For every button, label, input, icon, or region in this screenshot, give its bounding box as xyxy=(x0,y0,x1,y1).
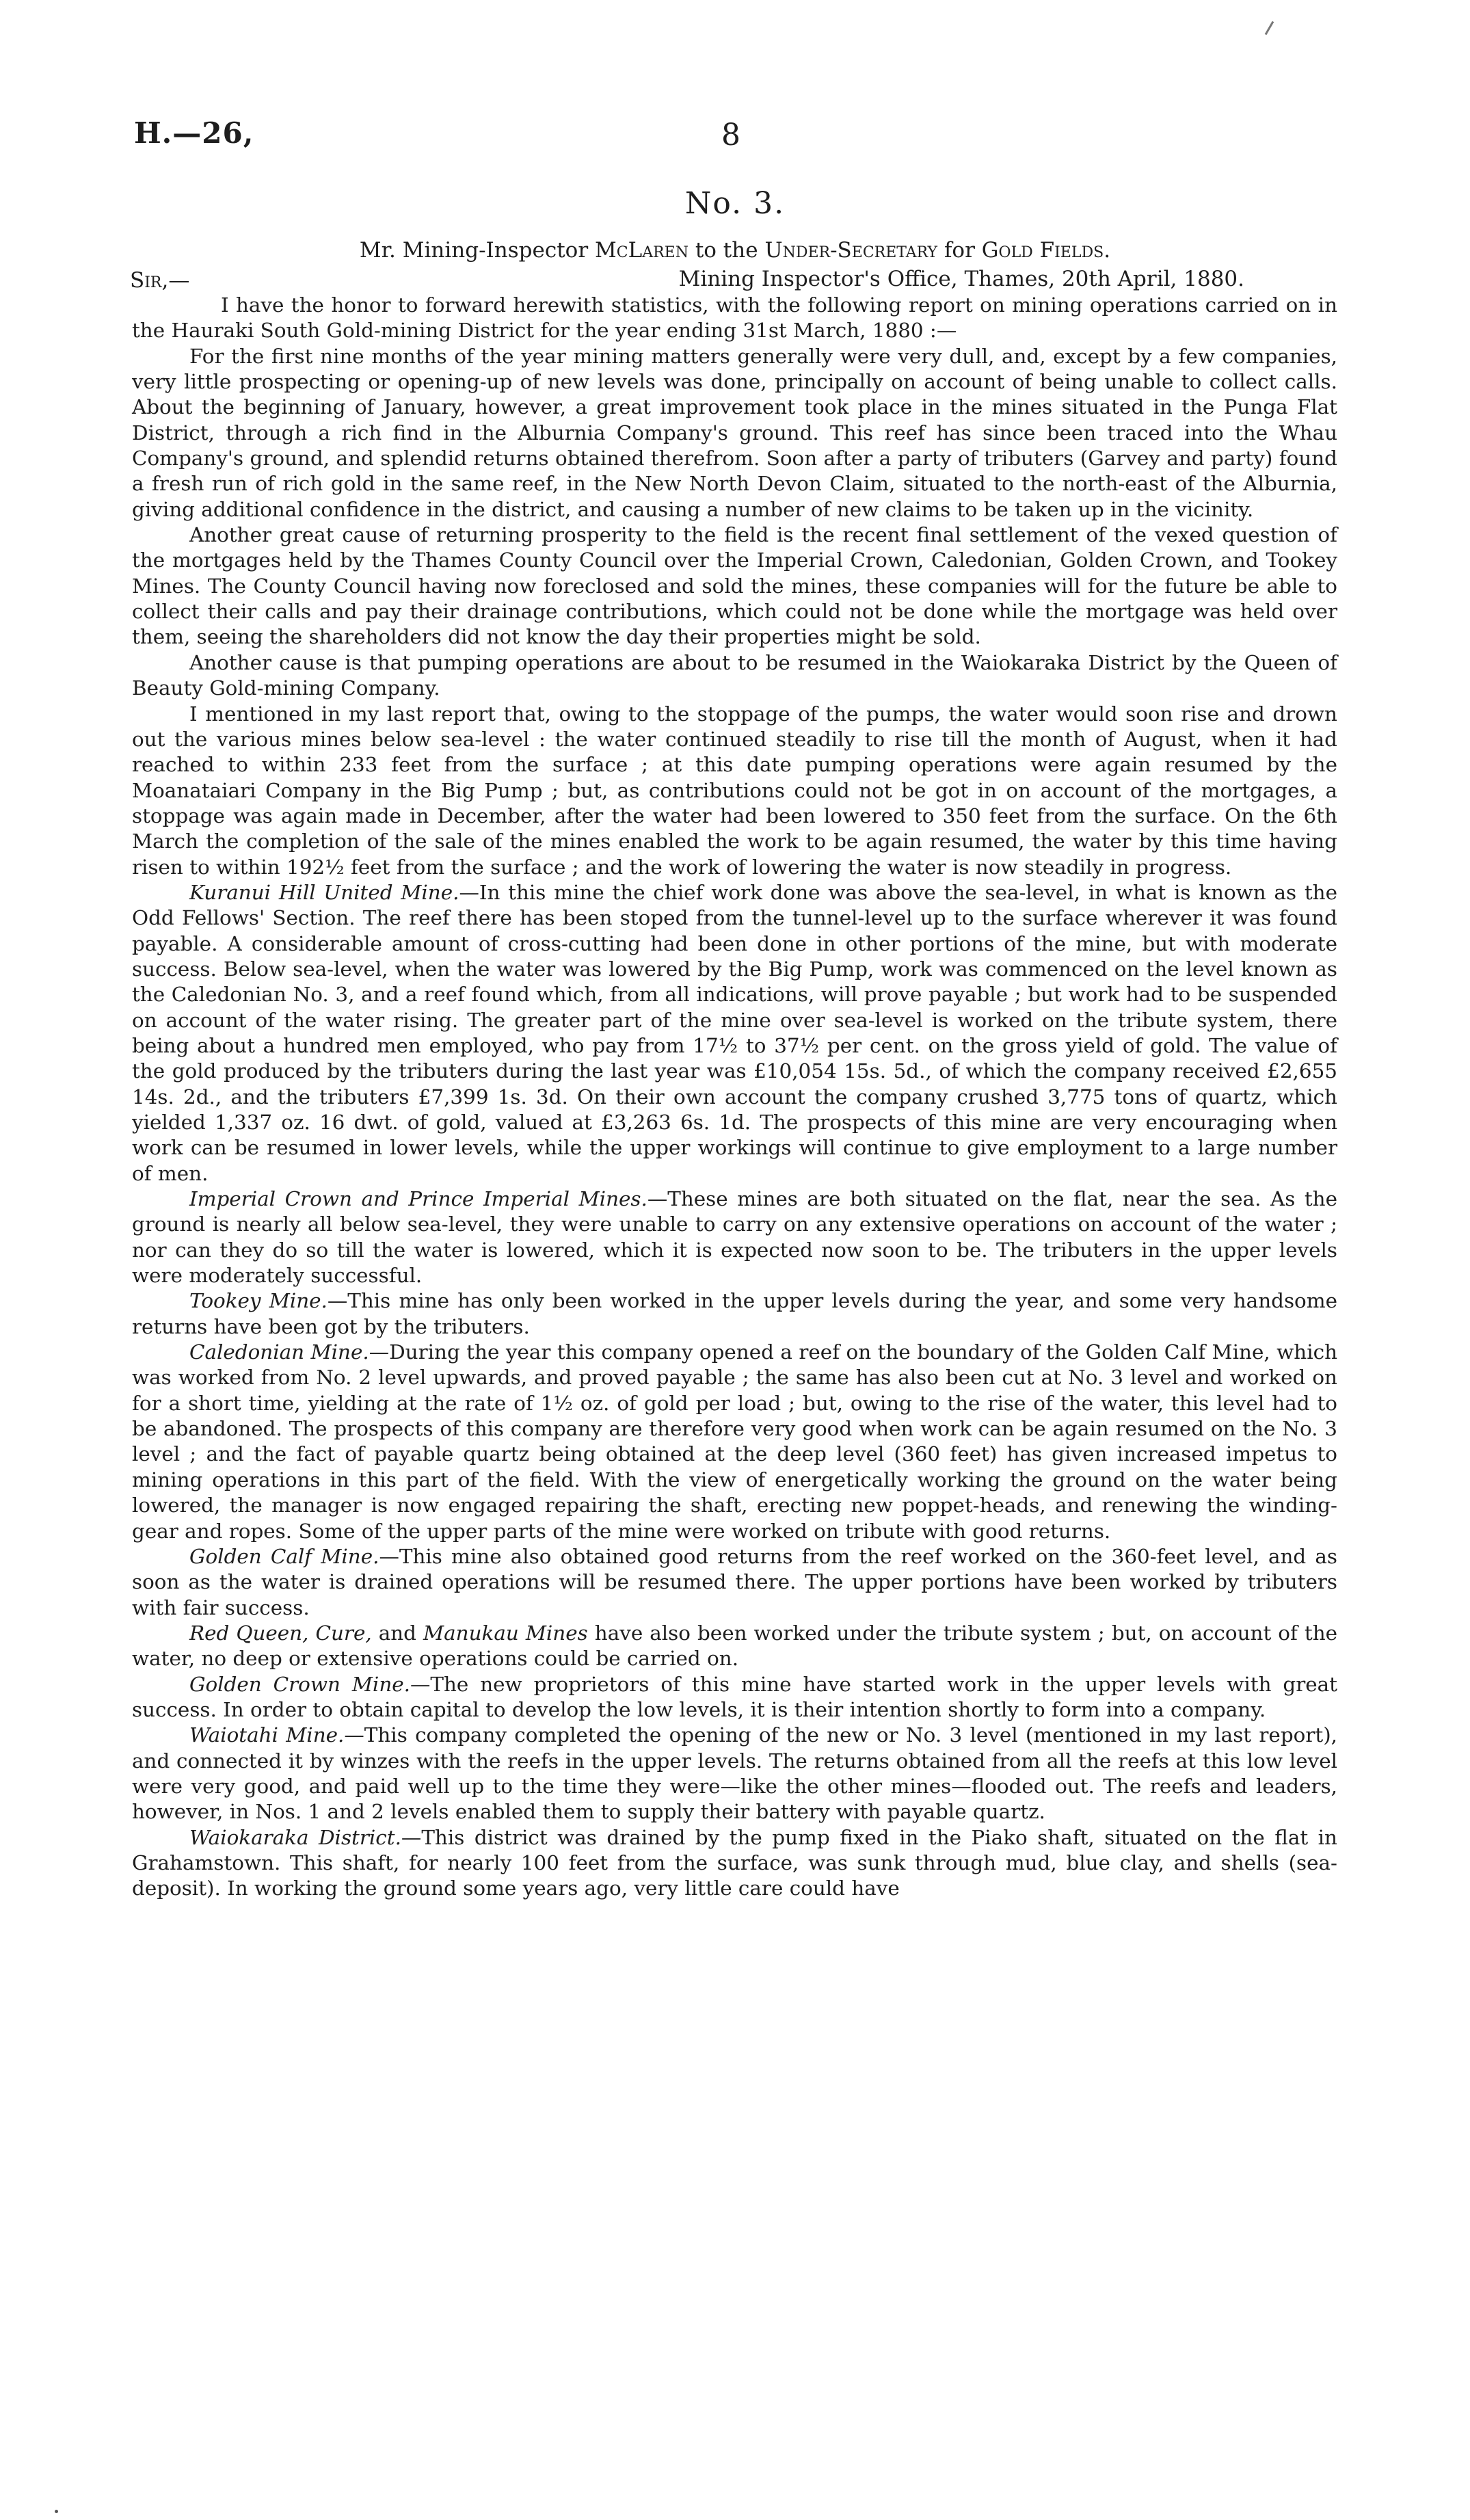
author-name: McLaren xyxy=(595,238,689,263)
paragraph-kuranui: Kuranui Hill United Mine.—In this mine the chief work done was above the sea-level, in what is known as the Odd Fellows' Section. The reef there has been stoped from the tunnel-level up to the surface wherever it was found payable. A considerable amount of cross-cutting had been done in other portions of the mine, but with moderate success. Below sea-level, when the water was lowered by the Big Pump, work was commenced on the level known as the Caledonian No. 3, and a reef found which, from all indications, will prove payable ; but work had to be suspended on account of the water rising. The greater part of the mine over sea-level is worked on the tribute system, there being about a hundred men employed, who pay from 17½ to 37½ per cent. on the gross yield of gold. The value of the gold produced by the tributers during the last year was £10,054 15s. 5d., of which the company received £2,655 14s. 2d., and the tributers £7,399 1s. 3d. On their own account the company crushed 3,775 tons of quartz, which yielded 1,337 oz. 16 dwt. of gold, valued at £3,263 6s. 1d. The prospects of this mine are very encouraging when work can be resumed in lower levels, while the upper workings will continue to give employment to a large number of men. xyxy=(132,880,1337,1185)
mine-heading: Golden Calf Mine. xyxy=(189,1544,379,1568)
mine-heading: Manukau Mines xyxy=(423,1621,588,1645)
mine-heading: Waiokaraka District. xyxy=(189,1825,401,1849)
paragraph-general-dullness: For the first nine months of the year mining matters generally were very dull, and, except by a few companies, very little prospecting or opening-up of new levels was done, principally on account of being unable to collect calls. About the beginning of January, however, a great improvement took place in the mines situated in the Punga Flat District, through a rich find in the Alburnia Company's ground. This reef has since been traced into the Whau Company's ground, and splendid returns obtained therefrom. Soon after a party of tributers (Garvey and party) found a fresh run of rich gold in the same reef, in the New North Devon Claim, situated to the north-east of the Alburnia, giving additional confidence in the district, and causing a number of new claims to be taken up in the vicinity. xyxy=(132,344,1337,521)
paragraph-red-queen: Red Queen, Cure, and Manukau Mines have also been worked under the tribute system ; but, on account of the water, no deep or extensive operations could be carried on. xyxy=(132,1621,1338,1671)
report-body xyxy=(132,293,1337,1902)
salutation: Sir,— xyxy=(130,268,190,293)
paragraph-golden-calf: Golden Calf Mine.—This mine also obtained good returns from the reef worked on the 360-feet level, and as soon as the water is drained operations will be resumed there. The upper portions have been worked by tributers with fair success. xyxy=(132,1544,1337,1619)
recipient-title: Under-Secretary xyxy=(764,238,938,263)
mine-heading: Waiotahi Mine. xyxy=(189,1723,345,1747)
paragraph-waiokaraka: Waiokaraka District.—This district was drained by the pump fixed in the Piako shaft, situated on the flat in Grahamstown. This shaft, for nearly 100 feet from the surface, was sunk through mud, blue clay, and shells (sea-deposit). In working the ground some years ago, very little care could have xyxy=(132,1825,1337,1900)
paragraph-mortgages: Another great cause of returning prosperity to the field is the recent final settlement of the vexed question of the mortgages held by the Thames County Council over the Imperial Crown, Caledonian, Golden Crown, and Tookey Mines. The County Council having now foreclosed and sold the mines, these companies will for the future be able to collect their calls and pay their drainage contributions, which could not be done while the mortgage was held over them, seeing the shareholders did not know the day their properties might be sold. xyxy=(132,523,1337,649)
scan-speck xyxy=(55,2510,58,2513)
paragraph-waiotahi: Waiotahi Mine.—This company completed the opening of the new or No. 3 level (mentioned in my last report), and connected it by winzes with the reefs in the upper levels. The returns obtained from all the reefs at this low level were very good, and paid well up to the time they were—like the other mines—flooded out. The reefs and leaders, however, in Nos. 1 and 2 levels enabled them to supply their battery with payable quartz. xyxy=(132,1723,1338,1824)
margin-mark xyxy=(1265,21,1274,36)
mine-heading: Caledonian Mine. xyxy=(189,1340,369,1364)
mine-heading: Red Queen, Cure, xyxy=(189,1621,372,1645)
page-number: 8 xyxy=(721,118,740,152)
letter-addressee xyxy=(0,238,1470,263)
document-number: No. 3. xyxy=(684,186,786,221)
paragraph-pumping: Another cause is that pumping operations are about to be resumed in the Waiokaraka District by the Queen of Beauty Gold-mining Company. xyxy=(132,650,1337,700)
paragraph-caledonian: Caledonian Mine.—During the year this company opened a reef on the boundary of the Golden Calf Mine, which was worked from No. 2 level upwards, and proved payable ; the same has also been cut at No. 3 level and worked on for a short time, yielding at the rate of 1½ oz. of gold per load ; but, owing to the rise of the water, this level had to be abandoned. The prospects of this company are therefore very good when work can be again resumed on the No. 3 level ; and the fact of payable quartz being obtained at the deep level (360 feet) has given increased impetus to mining operations in this part of the field. With the view of energetically working the ground on the water being lowered, the manager is now engaged repairing the shaft, erecting new poppet-heads, and renewing the winding-gear and ropes. Some of the upper parts of the mine were worked on tribute with good returns. xyxy=(132,1340,1338,1543)
paragraph-intro: I have the honor to forward herewith statistics, with the following report on mining operations carried on in the Hauraki South Gold-mining District for the year ending 31st March, 1880 :— xyxy=(132,293,1337,343)
addressee-middle: to the xyxy=(695,238,758,263)
mine-heading: Golden Crown Mine. xyxy=(189,1672,410,1696)
mine-heading: Imperial Crown and Prince Imperial Mines. xyxy=(189,1187,647,1211)
paragraph-tookey: Tookey Mine.—This mine has only been worked in the upper levels during the year, and some very handsome returns have been got by the tributers. xyxy=(132,1289,1337,1338)
paragraph-imperial-crown: Imperial Crown and Prince Imperial Mines.—These mines are both situated on the flat, near the sea. As the ground is nearly all below sea-level, they were unable to carry on any extensive operations on account of the water ; nor can they do so till the water is lowered, which it is expected now soon to be. The tributers in the upper levels were moderately successful. xyxy=(132,1187,1337,1288)
mine-heading: Kuranui Hill United Mine. xyxy=(189,880,459,904)
addressee-prefix: Mr. Mining-Inspector xyxy=(359,238,589,263)
paragraph-water-level: I mentioned in my last report that, owing to the stoppage of the pumps, the water would soon rise and drown out the various mines below sea-level : the water continued steadily to rise till the month of August, when it had reached to within 233 feet from the surface ; at this date pumping operations were again resumed by the Moanataiari Company in the Big Pump ; but, as contributions could not be got in on account of the mortgages, a stoppage was again made in December, after the water had been lowered to 350 feet from the surface. On the 6th March the completion of the sale of the mines enabled the work to be again resumed, the water by this time having risen to within 192½ feet from the surface ; and the work of lowering the water is now steadily in progress. xyxy=(132,702,1337,879)
paragraph-golden-crown: Golden Crown Mine.—The new proprietors of this mine have started work in the upper levels with great success. In order to obtain capital to develop the low levels, it is their intention shortly to form into a company. xyxy=(132,1672,1337,1721)
document-reference: H.—26, xyxy=(134,116,254,150)
dateline: Mining Inspector's Office, Thames, 20th April, 1880. xyxy=(678,267,1244,291)
recipient-department: Gold Fields. xyxy=(981,238,1111,263)
addressee-for: for xyxy=(944,238,975,263)
mine-heading: Tookey Mine. xyxy=(189,1289,328,1313)
